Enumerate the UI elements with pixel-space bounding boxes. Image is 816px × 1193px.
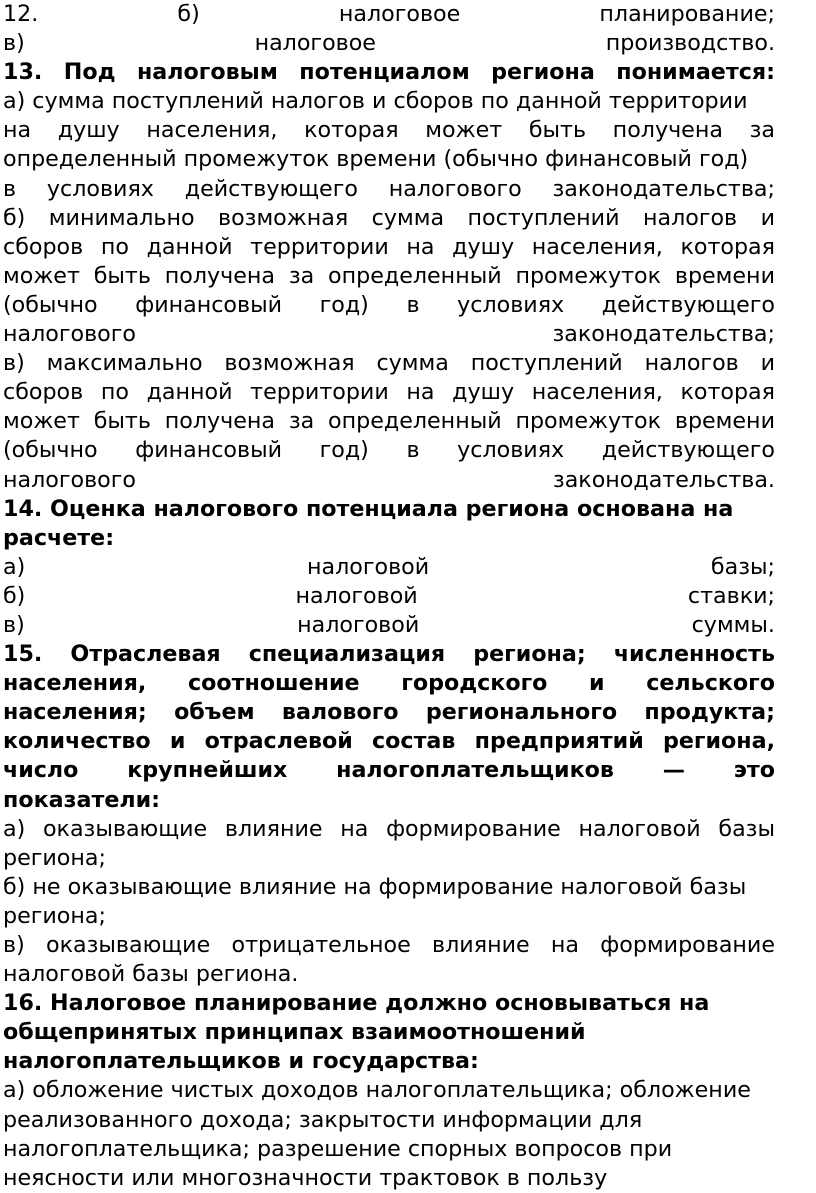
question-text-line: расчете:: [3, 524, 115, 551]
answer-text-line: может быть получена за определенный промежуток времени: [3, 408, 775, 435]
question-text-line: населения; объем валового регионального продукта;: [3, 699, 775, 726]
answer-text-line: реализованного дохода; закрытости информации для: [3, 1106, 643, 1133]
document-page: [3, 0, 775, 1193]
question-text-line: 13. Под налоговым потенциалом региона понимается:: [3, 59, 775, 86]
question-text-line: налогоплательщиков и государства:: [3, 1048, 479, 1075]
answer-text-line: 12. б) налоговое планирование;: [3, 1, 775, 27]
question-text-line: 15. Отраслевая специализация региона; численность: [3, 641, 775, 668]
answer-text-line: налогоплательщика; разрешение спорных вопросов при: [3, 1135, 673, 1162]
answer-text-line: в) оказывающие отрицательное влияние на формирование: [3, 932, 775, 958]
answer-text-line: сборов по данной территории на душу населения, которая: [3, 233, 775, 260]
question-text-line: число крупнейших налогоплательщиков — это: [3, 757, 775, 784]
answer-text-line: в) максимально возможная сумма поступлений налогов и: [3, 350, 775, 377]
answer-text-line: на душу населения, которая может быть получена за: [3, 117, 775, 144]
answer-text-line: а) оказывающие влияние на формирование налоговой базы: [3, 815, 775, 842]
answer-text-line: региона;: [3, 902, 106, 929]
answer-text-line: б) налоговой ставки;: [3, 582, 775, 609]
answer-text-line: в) налоговой суммы.: [3, 611, 775, 638]
answer-text-line: определенный промежуток времени (обычно финансовый год): [3, 146, 749, 173]
answer-text-line: а) сумма поступлений налогов и сборов по данной территории: [3, 88, 748, 115]
answer-text-line: а) налоговой базы;: [3, 553, 775, 580]
answer-text-line: налоговой базы региона.: [3, 961, 299, 988]
question-text-line: 14. Оценка налогового потенциала региона основана на: [3, 495, 734, 522]
answer-text-line: налогового законодательства.: [3, 466, 775, 493]
answer-text-line: в) налоговое производство.: [3, 30, 775, 57]
question-text-line: показатели:: [3, 786, 161, 813]
answer-text-line: неясности или многозначности трактовок в пользу: [3, 1164, 608, 1191]
question-text-line: количество и отраслевой состав предприятий региона,: [3, 728, 775, 755]
question-text-line: 16. Налоговое планирование должно основываться на: [3, 990, 710, 1017]
answer-text-line: в условиях действующего налогового законодательства;: [3, 175, 775, 202]
answer-text-line: (обычно финансовый год) в условиях действующего: [3, 291, 775, 318]
answer-text-line: региона;: [3, 844, 106, 871]
answer-text-line: может быть получена за определенный промежуток времени: [3, 262, 775, 289]
answer-text-line: б) не оказывающие влияние на формирование налоговой базы: [3, 873, 747, 900]
answer-text-line: (обычно финансовый год) в условиях действующего: [3, 437, 775, 464]
answer-text-line: б) минимально возможная сумма поступлений налогов и: [3, 204, 775, 231]
answer-text-line: а) обложение чистых доходов налогоплательщика; обложение: [3, 1077, 751, 1104]
answer-text-line: сборов по данной территории на душу населения, которая: [3, 379, 775, 406]
question-text-line: населения, соотношение городского и сельского: [3, 670, 775, 697]
question-text-line: общепринятых принципах взаимоотношений: [3, 1019, 586, 1046]
answer-text-line: налогового законодательства;: [3, 321, 775, 348]
